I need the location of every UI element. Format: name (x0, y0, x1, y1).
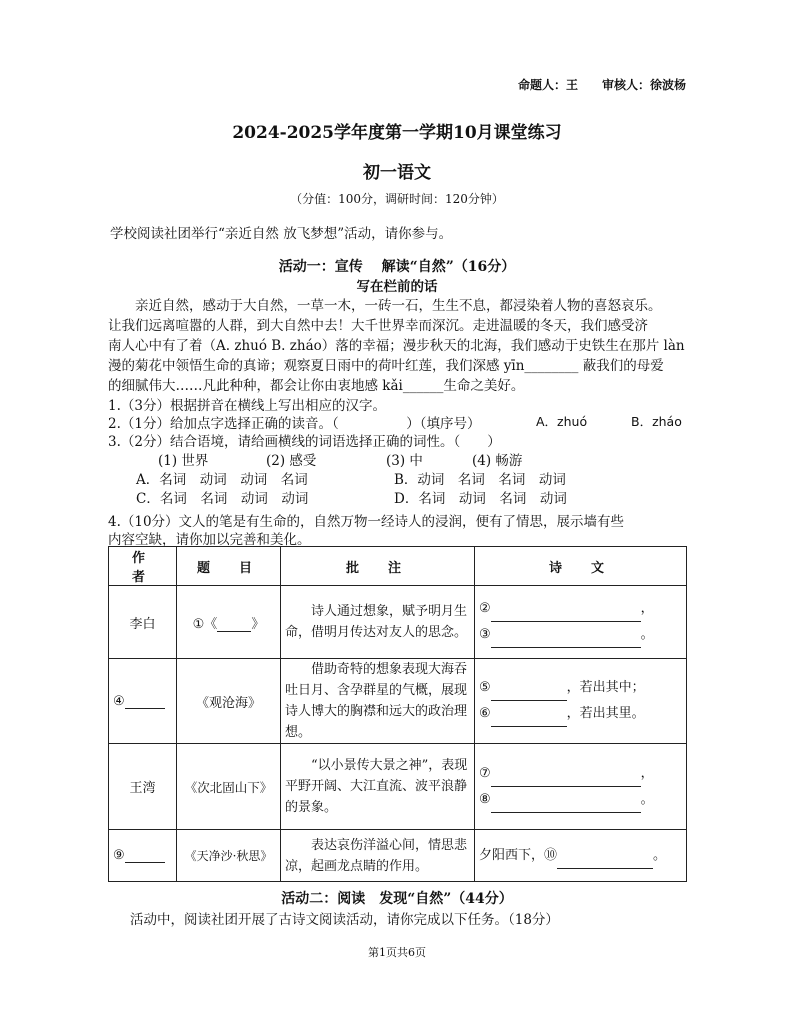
passage-line-2: 让我们远离喧嚣的人群，到大自然中去！大千世界幸而深沉。走进温暖的冬天，我们感受济 (108, 318, 648, 334)
q3-word-3: (3) 中 (386, 453, 423, 469)
title-close-mark: 》 (251, 616, 265, 632)
blank-number: ③ (479, 627, 491, 642)
title-cell (177, 830, 281, 882)
poem-prefix: 夕阳西下，⑩ (479, 847, 558, 863)
author-blank[interactable] (125, 862, 165, 863)
blank-number: ⑦ (479, 765, 491, 781)
comment-cell: 表达哀伤洋溢心间，情思悲凉，起画龙点睛的作用。 (281, 830, 475, 882)
author-cell (109, 830, 177, 882)
comment-cell: “以小景传大景之神”，表现平野开阔、大江直流、波平浪静的景象。 (281, 744, 475, 830)
table-row (109, 659, 687, 744)
blank-number: ⑨ (113, 848, 125, 863)
poem-blank[interactable] (491, 726, 567, 727)
poem-cell (475, 744, 687, 830)
setters-note: 命题人：王 审核人：徐波杨 (517, 78, 686, 92)
table-row (109, 586, 687, 659)
author-blank[interactable] (125, 708, 165, 709)
title-cell (177, 659, 281, 744)
q3-word-4: (4) 畅游 (472, 453, 523, 469)
poem-blank[interactable] (491, 812, 641, 813)
activity2-intro: 活动中，阅读社团开展了古诗文阅读活动，请你完成以下任务。（18分） (130, 912, 559, 928)
poetry-table (108, 546, 687, 882)
poem-punct: 。 (640, 627, 654, 642)
title-blank[interactable] (217, 631, 251, 632)
header-author: 作 者 (109, 547, 177, 586)
page-subtitle: 初一语文 (363, 163, 431, 183)
comment-cell: 诗人通过想象，赋予明月生命，借明月传达对友人的思念。 (281, 586, 475, 659)
poem-tail: ，若出其里。 (566, 706, 645, 721)
poem-punct: 。 (640, 791, 654, 807)
title-cell (177, 586, 281, 659)
q2-option-b: B．zháo (631, 414, 682, 429)
poem-cell (475, 830, 687, 882)
q3-option-d: D．名词 动词 名词 动词 (394, 491, 567, 507)
blank-number: ⑧ (479, 791, 491, 807)
poem-title: 《次北固山下》 (184, 779, 273, 795)
q3-option-b: B．动词 名词 名词 动词 (394, 472, 566, 488)
table-row (109, 830, 687, 882)
q3-word-2: (2) 感受 (266, 453, 317, 469)
question-1: 1.（3分）根据拼音在横线上写出相应的汉字。 (108, 398, 386, 414)
author-cell (109, 586, 177, 659)
q2-option-a: A．zhuó (536, 414, 588, 429)
blank-number: ①《 (192, 616, 218, 632)
author-name: 李白 (129, 616, 156, 632)
header-poem: 诗 文 (475, 547, 687, 586)
activity1-heading: 活动一：宣传 解读“自然”（16分） (278, 259, 516, 275)
question-4-line-1: 4.（10分）文人的笔是有生命的，自然万物一经诗人的浸润，便有了情思，展示墙有些 (108, 514, 625, 530)
blank-number: ⑤ (479, 680, 491, 695)
table-row (109, 744, 687, 830)
title-cell (177, 744, 281, 830)
passage-line-3: 南人心中有了着（A. zhuó B. zháo）落的幸福；漫步秋天的北海，我们感动于史铁生在那片 làn (108, 338, 685, 354)
poem-title: 《天净沙·秋思》 (184, 849, 273, 863)
intro-text: 学校阅读社团举行“亲近自然 放飞梦想”活动，请你参与。 (110, 226, 453, 242)
author-cell (109, 659, 177, 744)
q3-option-a: A．名词 动词 动词 名词 (136, 472, 308, 488)
blank-number: ④ (113, 693, 125, 709)
q3-word-1: (1) 世界 (158, 453, 209, 469)
poem-punct: ， (640, 601, 654, 616)
poem-cell (475, 659, 687, 744)
author-cell (109, 744, 177, 830)
blank-number: ② (479, 601, 491, 616)
blank-number: ⑥ (479, 706, 491, 721)
poem-punct: ， (640, 765, 654, 781)
poem-cell (475, 586, 687, 659)
poem-title: 《观沧海》 (195, 695, 261, 711)
poem-blank[interactable] (491, 647, 641, 648)
header-comment: 批 注 (281, 547, 475, 586)
passage-line-1: 亲近自然，感动于大自然，一草一木，一砖一石，生生不息，都浸染着人物的喜怒哀乐。 (108, 298, 662, 314)
page-footer: 第1页共6页 (368, 946, 426, 959)
comment-cell: 借助奇特的想象表现大海吞吐日月、含孕群星的气概，展现诗人博大的胸襟和远大的政治理想。 (281, 659, 475, 744)
poem-tail: ，若出其中； (566, 680, 645, 695)
question-2: 2.（1分）给加点字选择正确的读音。（ ）（填序号） (108, 416, 481, 432)
question-3: 3.（2分）结合语境，请给画横线的词语选择正确的词性。（ ） (108, 434, 501, 450)
poem-punct: 。 (653, 847, 667, 863)
passage-title: 写在栏前的话 (356, 279, 438, 295)
question-4-line-2: 内容空缺，请你加以完善和美化。 (108, 532, 311, 548)
activity2-heading: 活动二：阅读 发现“自然”（44分） (281, 891, 513, 907)
poem-blank[interactable] (557, 868, 653, 869)
q3-option-c: C．名词 名词 动词 动词 (136, 491, 309, 507)
header-title: 题 目 (177, 547, 281, 586)
author-name: 王湾 (129, 781, 156, 796)
page-title: 2024-2025学年度第一学期10月课堂练习 (232, 123, 562, 143)
score-info: （分值：100分，调研时间：120分钟） (290, 192, 504, 206)
passage-line-5: 的细腻伟大……凡此种种，都会让你由衷地感 kǎi______生命之美好。 (108, 378, 525, 394)
table-header-row (109, 547, 687, 586)
passage-line-4: 漫的菊花中领悟生命的真谛；观察夏日雨中的荷叶红莲，我们深感 yīn________ 蔽我们的母爱 (108, 358, 664, 374)
